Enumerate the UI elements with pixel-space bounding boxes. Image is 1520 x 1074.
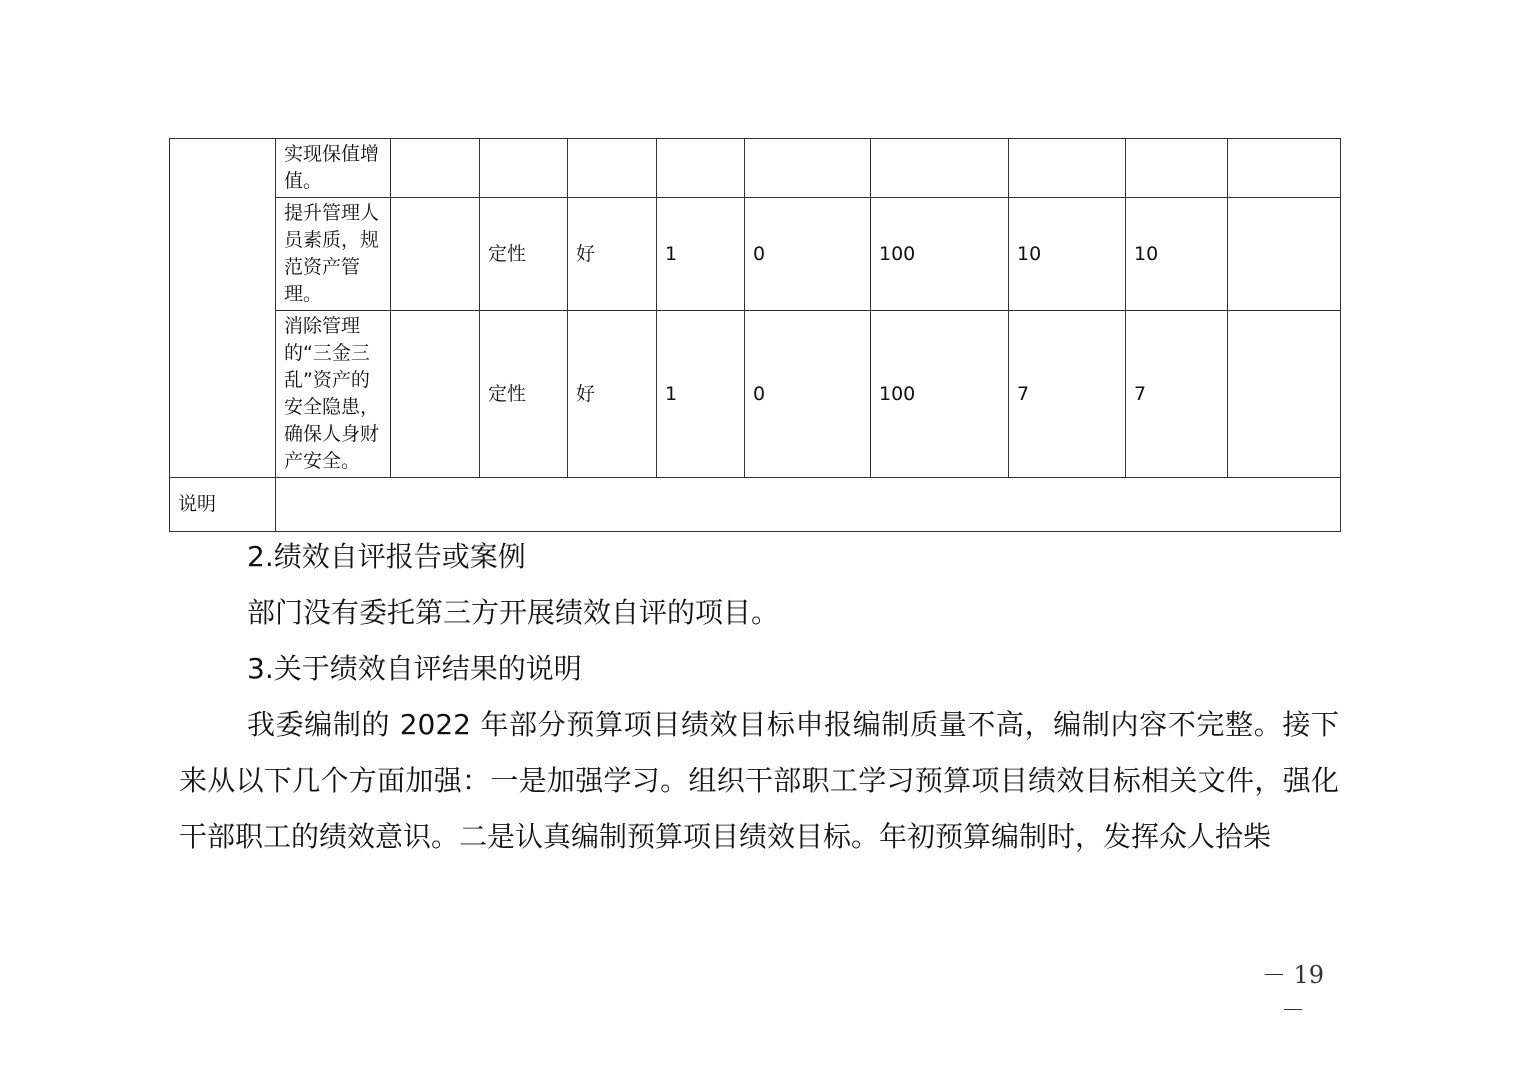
table-cell: 1 <box>657 198 745 311</box>
table-cell: 定性 <box>480 311 568 478</box>
table-row <box>170 139 1341 198</box>
table-cell <box>745 139 871 198</box>
note-value <box>276 478 1341 532</box>
table-cell: 好 <box>568 198 657 311</box>
table-cell <box>657 139 745 198</box>
page-number: － 19 － <box>1261 961 1325 1024</box>
table-cell: 100 <box>871 311 1009 478</box>
table-cell: 1 <box>657 311 745 478</box>
table-cell <box>1228 311 1341 478</box>
table-cell <box>391 139 480 198</box>
table-cell: 好 <box>568 311 657 478</box>
table-cell: 7 <box>1009 311 1126 478</box>
table-cell <box>391 198 480 311</box>
paragraph: 我委编制的 2022 年部分预算项目绩效目标申报编制质量不高，编制内容不完整。接下来从以下几个方面加强：一是加强学习。组织干部职工学习预算项目绩效目标相关文件，强化干部职工的绩效意识。二是认真编制预算项目绩效目标。年初预算编制时，发挥众人拾柴 <box>179 708 1339 853</box>
table-cell <box>1009 139 1126 198</box>
table-cell <box>871 139 1009 198</box>
table-cell: 0 <box>745 198 871 311</box>
paragraph: 部门没有委托第三方开展绩效自评的项目。 <box>247 596 780 629</box>
section-heading: 2.绩效自评报告或案例 <box>247 540 526 573</box>
table-cell <box>391 311 480 478</box>
table-row-note <box>170 478 1341 532</box>
table-cell <box>1228 198 1341 311</box>
table-cell: 7 <box>1126 311 1228 478</box>
table-cell <box>1126 139 1228 198</box>
goal-cell: 消除管理的“三金三乱”资产的安全隐患，确保人身财产安全。 <box>276 311 391 478</box>
table-row <box>170 311 1341 478</box>
table-cell <box>480 139 568 198</box>
table-cell: 0 <box>745 311 871 478</box>
table-cell: 10 <box>1126 198 1228 311</box>
table-cell: 10 <box>1009 198 1126 311</box>
table-cell <box>568 139 657 198</box>
performance-table <box>169 138 1341 532</box>
section-heading: 3.关于绩效自评结果的说明 <box>247 652 582 685</box>
note-label: 说明 <box>170 478 276 532</box>
table-cell: 定性 <box>480 198 568 311</box>
table-row <box>170 198 1341 311</box>
goal-cell: 实现保值增值。 <box>276 139 391 198</box>
table-cell <box>1228 139 1341 198</box>
category-cell <box>170 139 276 478</box>
table-cell: 100 <box>871 198 1009 311</box>
goal-cell: 提升管理人员素质，规范资产管理。 <box>276 198 391 311</box>
